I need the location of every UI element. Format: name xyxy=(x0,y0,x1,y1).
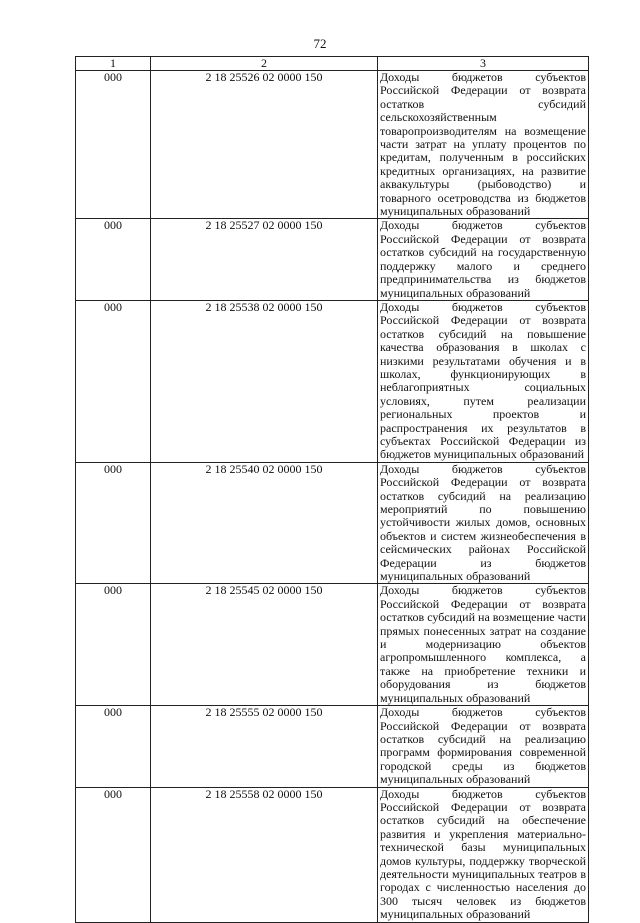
revenue-name-cell: Доходы бюджетов субъектов Российской Федерации от возврата остатков субсидий на реализацию программ формирования современной городской среды из бюджетов муниципальных образований xyxy=(378,706,589,787)
table-row xyxy=(76,300,589,462)
table-row xyxy=(76,787,589,922)
table-row xyxy=(76,706,589,787)
revenue-name-cell: Доходы бюджетов субъектов Российской Федерации от возврата остатков субсидий сельскохозяйственным товаропроизводителям на возмещение части затрат на уплату процентов по кредитам, полученным в российских кредитных организациях, на развитие аквакультуры (рыбоводство) и товарного осетроводства из бюджетов муниципальных образований xyxy=(378,71,589,219)
admin-code-cell: 000 xyxy=(76,584,151,706)
page-number: 72 xyxy=(313,36,327,51)
admin-code-cell: 000 xyxy=(76,219,151,300)
table-header-row xyxy=(76,57,589,71)
header-col-3: 3 xyxy=(378,57,589,71)
table-row xyxy=(76,71,589,219)
revenue-code-cell: 2 18 25540 02 0000 150 xyxy=(151,462,378,584)
table-row xyxy=(76,462,589,584)
header-col-1: 1 xyxy=(76,57,151,71)
revenue-name-cell: Доходы бюджетов субъектов Российской Федерации от возврата остатков субсидий на возмещение части прямых понесенных затрат на создание и модернизацию объектов агропромышленного комплекса, а также на приобретение техники и оборудования из бюджетов муниципальных образований xyxy=(378,584,589,706)
table-row xyxy=(76,584,589,706)
revenue-code-cell: 2 18 25545 02 0000 150 xyxy=(151,584,378,706)
revenue-name-cell: Доходы бюджетов субъектов Российской Федерации от возврата остатков субсидий на государственную поддержку малого и среднего предпринимательства из бюджетов муниципальных образований xyxy=(378,219,589,300)
admin-code-cell: 000 xyxy=(76,300,151,462)
revenue-code-cell: 2 18 25526 02 0000 150 xyxy=(151,71,378,219)
admin-code-cell: 000 xyxy=(76,787,151,922)
revenue-code-cell: 2 18 25538 02 0000 150 xyxy=(151,300,378,462)
revenue-name-cell: Доходы бюджетов субъектов Российской Федерации от возврата остатков субсидий на реализацию мероприятий по повышению устойчивости жилых домов, основных объектов и систем жизнеобеспечения в сейсмических районах Российской Федерации из бюджетов муниципальных образований xyxy=(378,462,589,584)
table-row xyxy=(76,219,589,300)
admin-code-cell: 000 xyxy=(76,462,151,584)
revenue-code-cell: 2 18 25527 02 0000 150 xyxy=(151,219,378,300)
header-col-2: 2 xyxy=(151,57,378,71)
budget-revenue-table xyxy=(75,56,589,923)
revenue-name-cell: Доходы бюджетов субъектов Российской Федерации от возврата остатков субсидий на повышение качества образования в школах с низкими результатами обучения и в школах, функционирующих в неблагоприятных социальных условиях, путем реализации региональных проектов и распространения их результатов в субъектах Российской Федерации из бюджетов муниципальных образований xyxy=(378,300,589,462)
admin-code-cell: 000 xyxy=(76,71,151,219)
admin-code-cell: 000 xyxy=(76,706,151,787)
revenue-name-cell: Доходы бюджетов субъектов Российской Федерации от возврата остатков субсидий на обеспечение развития и укрепления материально-технической базы муниципальных домов культуры, поддержку творческой деятельности муниципальных театров в городах с численностью населения до 300 тысяч человек из бюджетов муниципальных образований xyxy=(378,787,589,922)
revenue-code-cell: 2 18 25555 02 0000 150 xyxy=(151,706,378,787)
revenue-code-cell: 2 18 25558 02 0000 150 xyxy=(151,787,378,922)
